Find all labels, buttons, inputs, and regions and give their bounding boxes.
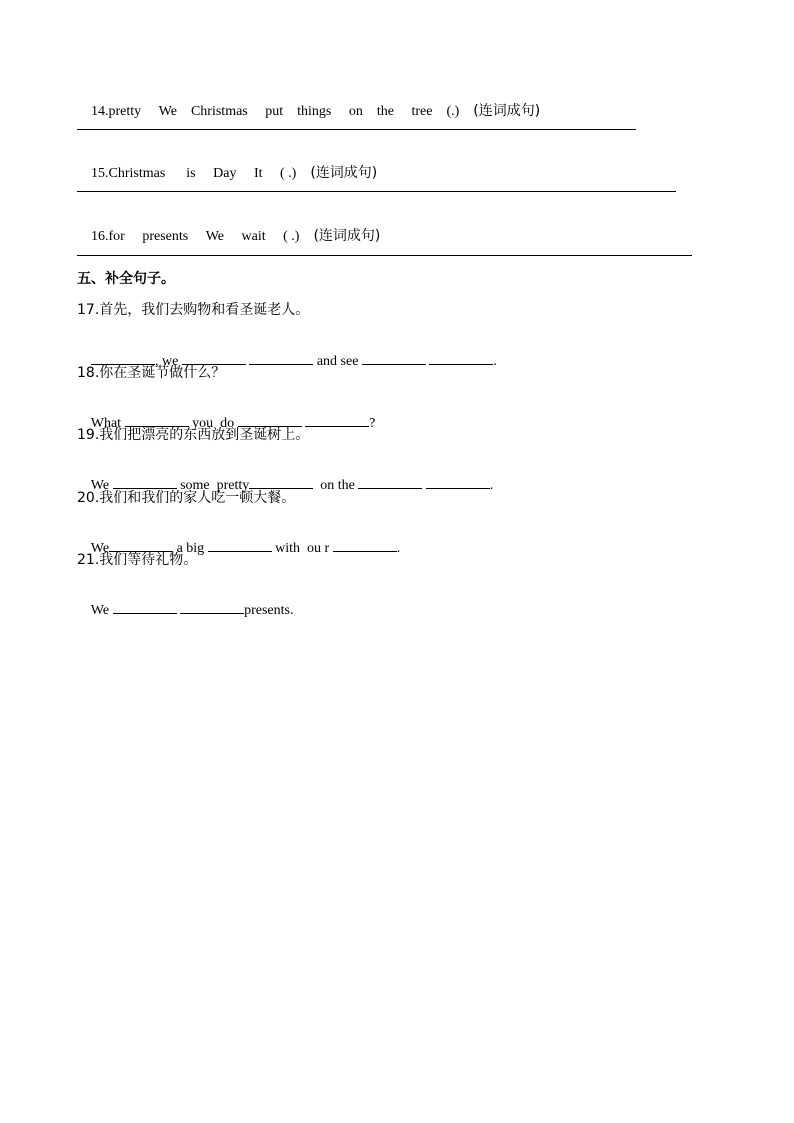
word: ( .)	[280, 166, 297, 181]
question-14	[77, 84, 540, 139]
blank-field[interactable]	[305, 414, 369, 427]
word: pretty	[108, 104, 142, 119]
sentence-part: We	[90, 603, 110, 618]
sentence-part: you do	[192, 416, 235, 431]
word: is	[186, 166, 196, 181]
question-17-prompt: 17.首先，我们去购物和看圣诞老人。	[77, 302, 310, 318]
sentence-part: presents.	[244, 603, 294, 618]
question-21-prompt: 21.我们等待礼物。	[77, 552, 198, 568]
sentence-part: ?	[369, 416, 376, 431]
answer-line-14[interactable]	[77, 129, 636, 130]
blank-field[interactable]	[333, 539, 397, 552]
sentence-part: a big	[176, 541, 205, 556]
hint: (连词成句)	[310, 165, 378, 181]
sentence-part: .	[493, 354, 497, 369]
word: Christmas	[108, 166, 166, 181]
blank-field[interactable]	[362, 352, 426, 365]
word: wait	[241, 229, 266, 244]
blank-field[interactable]	[113, 476, 177, 489]
question-20-prompt: 20.我们和我们的家人吃一顿大餐。	[77, 490, 296, 506]
word: ( .)	[283, 229, 300, 244]
word: on	[348, 104, 363, 119]
sentence-part: some pretty	[180, 478, 250, 493]
blank-field[interactable]	[429, 352, 493, 365]
word: We	[158, 104, 177, 119]
section-title: 五、补全句子。	[77, 271, 175, 287]
blank-field[interactable]	[180, 601, 244, 614]
blank-field[interactable]	[426, 476, 490, 489]
answer-line-16[interactable]	[77, 255, 692, 256]
word: put	[265, 104, 284, 119]
word: things	[297, 104, 332, 119]
sentence-part: We	[90, 541, 110, 556]
hint: (连词成句)	[313, 228, 381, 244]
question-number: 16.	[91, 229, 109, 244]
word: Day	[213, 166, 237, 181]
question-number: 14.	[91, 104, 109, 119]
question-18-prompt: 18.你在圣诞节做什么？	[77, 365, 226, 381]
blank-field[interactable]	[249, 352, 313, 365]
answer-line-15[interactable]	[77, 191, 676, 192]
sentence-part: What	[90, 416, 122, 431]
word: presents	[142, 229, 189, 244]
hint: (连词成句)	[473, 103, 541, 119]
question-21-answer	[77, 583, 293, 638]
sentence-part: We	[90, 478, 110, 493]
word: It	[253, 166, 263, 181]
word: the	[376, 104, 394, 119]
blank-field[interactable]	[208, 539, 272, 552]
sentence-part: and see	[316, 354, 359, 369]
word: for	[108, 229, 125, 244]
sentence-part: with ou r	[275, 541, 330, 556]
blank-field[interactable]	[249, 476, 313, 489]
word: tree	[411, 104, 433, 119]
blank-field[interactable]	[113, 601, 177, 614]
word: Christmas	[190, 104, 248, 119]
sentence-part: , we	[155, 354, 179, 369]
question-15	[77, 146, 377, 201]
sentence-part: .	[489, 478, 494, 493]
sentence-part: on the	[320, 478, 355, 493]
word: We	[205, 229, 225, 244]
word: (.)	[446, 104, 460, 119]
blank-field[interactable]	[358, 476, 422, 489]
sentence-part: .	[396, 541, 401, 556]
question-number: 15.	[91, 166, 109, 181]
question-19-prompt: 19.我们把漂亮的东西放到圣诞树上。	[77, 427, 310, 443]
